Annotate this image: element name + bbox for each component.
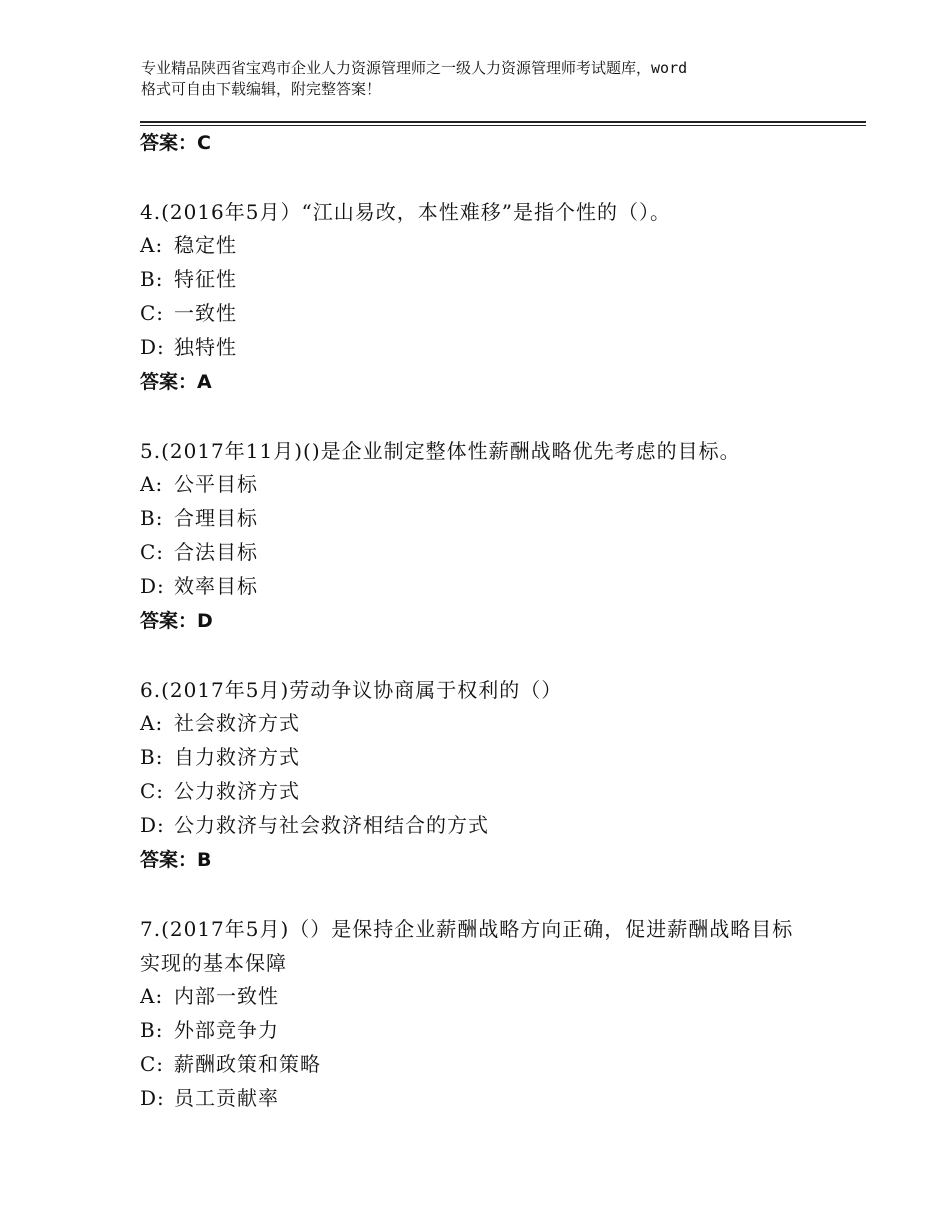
option-letter: B:	[140, 745, 164, 769]
option-text: 合理目标	[174, 506, 258, 530]
option-letter: A:	[140, 472, 164, 496]
option-text: 特征性	[174, 267, 237, 291]
question-4-option-c	[140, 300, 237, 326]
option-text: 独特性	[174, 335, 237, 359]
option-text: 内部一致性	[174, 984, 279, 1008]
question-4-option-d	[140, 334, 237, 360]
option-letter: D:	[140, 1086, 165, 1110]
answer-q6: 答案：B	[140, 849, 212, 871]
question-7-option-c	[140, 1051, 321, 1077]
option-letter: A:	[140, 711, 164, 735]
option-letter: C:	[140, 540, 165, 564]
question-4-option-a	[140, 232, 237, 258]
option-letter: B:	[140, 267, 164, 291]
option-text: 薪酬政策和策略	[174, 1052, 321, 1076]
header-line-2: 格式可自由下载编辑，附完整答案！	[141, 80, 382, 98]
header-rule-thin	[140, 125, 866, 126]
option-text: 合法目标	[174, 540, 258, 564]
option-letter: B:	[140, 506, 164, 530]
question-5-option-c	[140, 539, 258, 565]
question-6-option-d	[140, 812, 489, 838]
option-letter: D:	[140, 335, 165, 359]
question-7-option-d	[140, 1085, 279, 1111]
document-header	[141, 58, 841, 100]
header-rule-thick	[140, 121, 866, 123]
option-text: 效率目标	[174, 574, 258, 598]
option-letter: A:	[140, 233, 164, 257]
option-text: 一致性	[174, 301, 237, 325]
question-5-option-d	[140, 573, 258, 599]
option-letter: B:	[140, 1018, 164, 1042]
question-7-option-a	[140, 983, 279, 1009]
question-5-option-b	[140, 505, 258, 531]
option-letter: D:	[140, 574, 165, 598]
option-text: 公力救济方式	[174, 779, 300, 803]
question-6-option-c	[140, 778, 300, 804]
question-6-option-b	[140, 744, 300, 770]
question-5-text: 5.(2017年11月)()是企业制定整体性薪酬战略优先考虑的目标。	[140, 439, 741, 463]
question-5-option-a	[140, 471, 258, 497]
question-4-text: 4.(2016年5月）“江山易改，本性难移”是指个性的（）。	[140, 200, 671, 224]
question-4-option-b	[140, 266, 237, 292]
option-text: 社会救济方式	[174, 711, 300, 735]
option-letter: C:	[140, 1052, 165, 1076]
option-letter: D:	[140, 813, 165, 837]
option-letter: A:	[140, 984, 164, 1008]
question-6-text: 6.(2017年5月)劳动争议协商属于权利的（）	[140, 678, 563, 702]
option-text: 外部竞争力	[174, 1018, 279, 1042]
answer-q5: 答案：D	[140, 610, 213, 632]
header-line-1: 专业精品陕西省宝鸡市企业人力资源管理师之一级人力资源管理师考试题库，word	[141, 59, 688, 77]
answer-q4: 答案：A	[140, 371, 212, 393]
option-letter: C:	[140, 779, 165, 803]
question-6-option-a	[140, 710, 300, 736]
option-letter: C:	[140, 301, 165, 325]
option-text: 公力救济与社会救济相结合的方式	[174, 813, 489, 837]
answer-q3: 答案：C	[140, 132, 211, 154]
question-7-option-b	[140, 1017, 279, 1043]
option-text: 公平目标	[174, 472, 258, 496]
option-text: 稳定性	[174, 233, 237, 257]
option-text: 自力救济方式	[174, 745, 300, 769]
question-7-text: 7.(2017年5月)（）是保持企业薪酬战略方向正确，促进薪酬战略目标实现的基本保障	[140, 917, 794, 975]
option-text: 员工贡献率	[174, 1086, 279, 1110]
